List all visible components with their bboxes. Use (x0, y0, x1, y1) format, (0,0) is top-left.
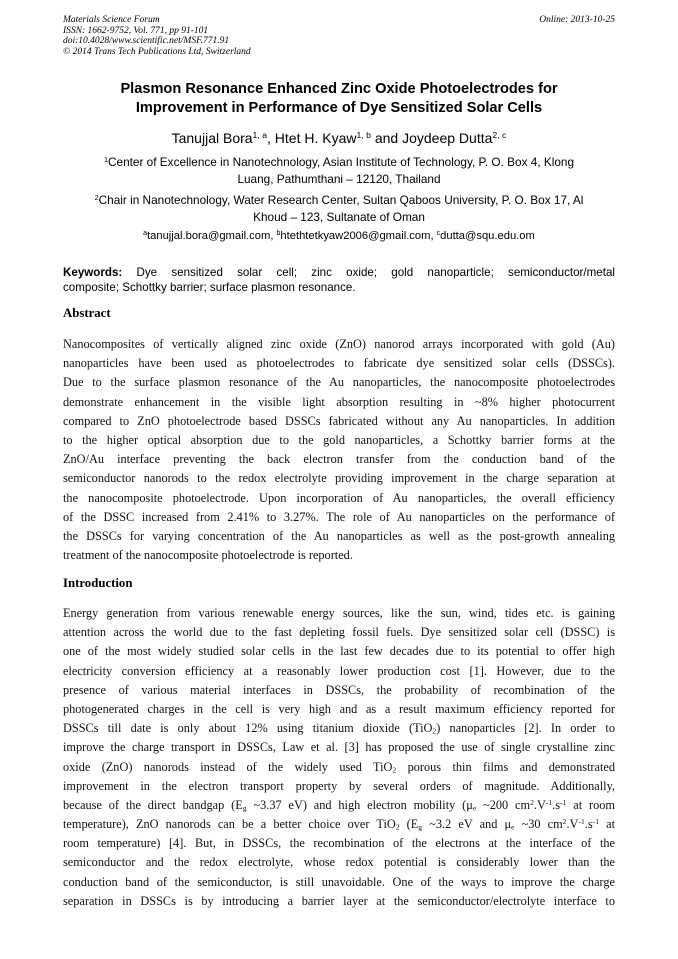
text-line: the DSSCs for varying concentration of the Au nanoparticles as well as the post-growth annealing (63, 528, 615, 543)
author-list (63, 129, 615, 147)
text-line: DSSCs till date is only about 12% using titanium dioxide (TiO$_2$) nanoparticles [2]. In order to (63, 721, 615, 736)
text-line: Nanocomposites of vertically aligned zinc oxide (ZnO) nanorod arrays incorporated with gold (Au) (63, 337, 615, 351)
introduction-body (63, 604, 615, 911)
email-mark: b (276, 230, 281, 238)
abstract-heading: Abstract (63, 306, 111, 320)
author-emails (63, 228, 615, 244)
email-link[interactable]: dutta@squ.edu.om (440, 230, 535, 242)
title-line-1: Plasmon Resonance Enhanced Zinc Oxide Photoelectrodes for (120, 81, 558, 97)
journal-copyright: © 2014 Trans Tech Publications Ltd, Switzerland (63, 46, 251, 57)
text-line: attention across the world due to the fast depleting fossil fuels. Dye sensitized solar cell (DSSC) is (63, 625, 615, 640)
text-line: conduction band of the semiconductor, is still unavoidable. One of the ways to improve the charge (63, 874, 615, 889)
author-affil-mark: 1, b (356, 130, 371, 141)
text-line: temperature), ZnO nanorods can be a better choice over TiO$_2$ ($E_g$ ~3.2 eV and $\mu_e$ ~30 $cm^2.V^{-1}.s^{-1}$ at (63, 816, 615, 832)
text-line: of the DSSC increased from 2.41% to 3.27%. The role of Au nanoparticles on the performance of (63, 509, 615, 524)
text-line: one of the most widely studied solar cells in the last few decades due to its potential to offer high (63, 644, 615, 659)
author-name: Htet H. Kyaw (274, 130, 357, 146)
author-name: Tanujjal Bora (171, 130, 253, 146)
text-line: compared to ZnO photoelectrode based DSSCs fabricated without any Au nanoparticles. In addition (63, 413, 615, 428)
keywords-label: Keywords: (63, 266, 123, 279)
affiliation-line: Center of Excellence in Nanotechnology, Asian Institute of Technology, P. O. Box 4, Klong (108, 155, 575, 169)
author-name: Joydeep Dutta (402, 130, 493, 146)
journal-header (63, 15, 251, 57)
text-line: ZnO/Au interface preventing the back electron transfer from the conduction band of the (63, 452, 615, 467)
journal-issn: ISSN: 1662-9752, Vol. 771, pp 91-101 (63, 25, 209, 36)
text-line: separation in DSSCs is by introducing a barrier layer at the semiconductor/electrolyte interface to (63, 893, 615, 908)
introduction-heading: Introduction (63, 576, 133, 590)
text-line: oxide (ZnO) nanorods instead of the widely used TiO$_2$ porous thin films and demonstrated (63, 759, 616, 775)
author-separator: and (370, 130, 403, 146)
author-affil-mark: 1, a (252, 130, 268, 141)
affiliation-2 (73, 192, 605, 225)
text-line: semiconductor and the redox electrolyte, whose redox potential is considerably lower than the (63, 855, 615, 870)
email-mark: c (436, 230, 441, 238)
keywords-text: Dye sensitized solar cell; zinc oxide; gold nanoparticle; semiconductor/metal (136, 266, 615, 279)
keywords-text: composite; Schottky barrier; surface plasmon resonance. (63, 280, 356, 294)
keywords (63, 266, 615, 295)
text-line: room temperature) [4]. But, in DSSCs, the recombination of the electrons at the interface of the (63, 836, 615, 851)
author-separator: , (267, 130, 275, 146)
text-line: because of the direct bandgap ($E_g$ ~3.37 eV) and high electron mobility ($\mu_e$ ~200 $cm^2.V^{-1}.s^{-1}$ at room (63, 797, 615, 813)
journal-doi[interactable]: doi:10.4028/www.scientific.net/MSF.771.91 (63, 36, 230, 46)
affiliation-line: Luang, Pathumthani – 12120, Thailand (237, 171, 441, 186)
text-line: the nanocomposite photoelectrode. Upon incorporation of Au nanoparticles, the overall efficiency (63, 490, 615, 505)
online-date: Online: 2013-10-25 (539, 15, 615, 25)
email-mark: a (143, 230, 148, 238)
email-link[interactable]: htethtetkyaw2006@gmail.com, (280, 230, 437, 242)
text-line: to the higher optical absorption due to the gold nanoparticles, a Schottky barrier forms at the (63, 432, 615, 447)
text-line: treatment of the nanocomposite photoelectrode is reported. (63, 548, 353, 563)
affiliation-number: 1 (103, 154, 108, 164)
text-line: demonstrate enhancement in the visible light absorption resulting in ~8% higher photocurrent (63, 394, 615, 409)
text-line: Energy generation from various renewable energy sources, like the sun, wind, tides etc. is gaining (63, 606, 615, 620)
journal-name: Materials Science Forum (63, 15, 160, 25)
abstract-body (63, 335, 615, 565)
text-line: presence of various material interfaces in DSSCs, the probability of recombination of the (63, 682, 615, 697)
affiliation-line: Chair in Nanotechnology, Water Research Center, Sultan Qaboos University, P. O. Box 17, Al (98, 193, 584, 207)
text-line: Due to the surface plasmon resonance of the Au nanoparticles, the nanocomposite photoelectrodes (63, 375, 615, 390)
text-line: improve the charge transport in DSSCs, Law et al. [3] has proposed the use of single crystalline zinc (63, 740, 615, 755)
text-line: improvement in the electron transport property by several orders of magnitude. Additionally, (63, 778, 615, 793)
affiliation-1 (73, 154, 605, 187)
email-link[interactable]: tanujjal.bora@gmail.com, (147, 230, 277, 242)
title-line-2: Improvement in Performance of Dye Sensitized Solar Cells (135, 100, 543, 116)
text-line: semiconductor nanorods to the redox electrolyte providing improvement in the charge separation at (63, 471, 615, 486)
text-line: nanoparticles have been used as photoelectrodes to fabricate dye sensitized solar cells (DSSCs). (63, 356, 615, 371)
paper-title (63, 80, 615, 118)
text-line: electricity conversion efficiency at a reasonably lower production cost [1]. However, due to the (63, 663, 615, 678)
author-affil-mark: 2, c (492, 130, 507, 141)
affiliation-number: 2 (94, 192, 99, 202)
text-line: photogenerated charges in the cell is very high and as a result maximum efficiency reported for (63, 701, 615, 716)
affiliation-line: Khoud – 123, Sultanate of Oman (253, 209, 425, 224)
